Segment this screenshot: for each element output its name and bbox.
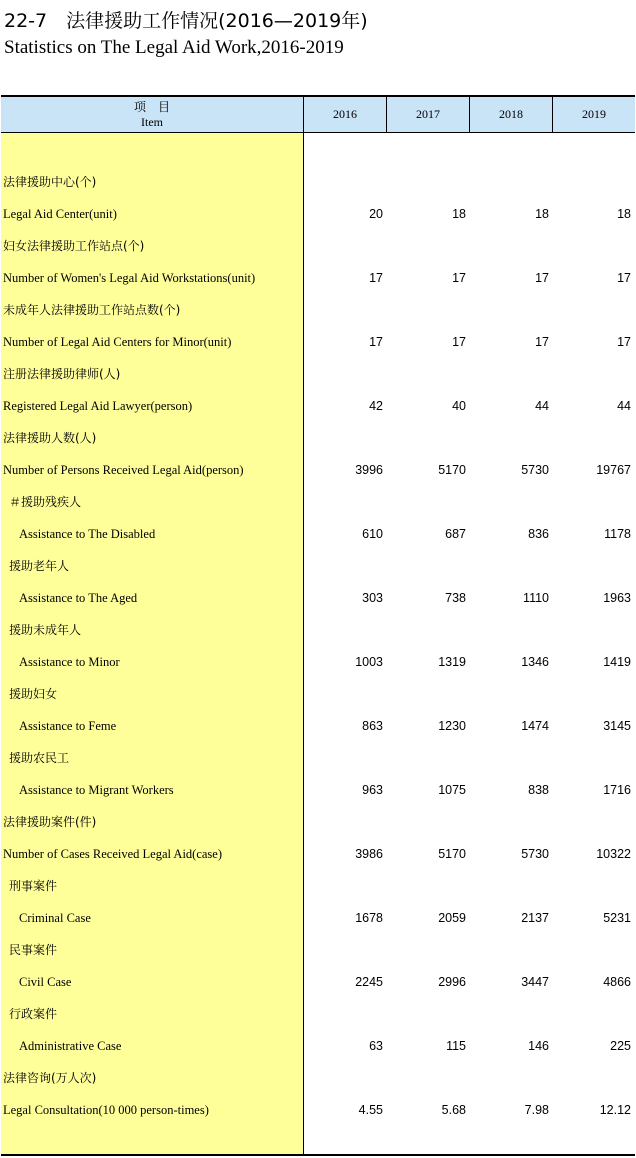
row-label-en: Assistance to Feme: [19, 719, 117, 733]
cell-value-2018: 836: [528, 527, 549, 541]
cell-value-2019: 3145: [603, 719, 631, 733]
row-label-en: Assistance to Migrant Workers: [19, 783, 174, 797]
table-row-label-cn: [1, 614, 635, 646]
cell-value-2018: 7.98: [524, 1103, 549, 1117]
header-year-2018: [470, 97, 552, 132]
cell-value-2017: 18: [452, 207, 466, 221]
cell-value-2017: 5.68: [441, 1103, 466, 1117]
row-label-cn: 法律援助中心(个): [3, 175, 97, 189]
table-row-label-cn: [1, 422, 635, 454]
cell-value-2019: 10322: [596, 847, 631, 861]
cell-value-2019: 18: [617, 207, 631, 221]
cell-value-2018: 44: [535, 399, 549, 413]
cell-value-2016: 863: [362, 719, 383, 733]
cell-value-2016: 303: [362, 591, 383, 605]
cell-value-2017: 738: [445, 591, 466, 605]
row-label-cn: 援助妇女: [9, 687, 58, 701]
cell-value-2016: 17: [369, 335, 383, 349]
header-year-2017: [387, 97, 469, 132]
table-row-label-cn: [1, 486, 635, 518]
cell-value-2016: 3996: [355, 463, 383, 477]
table-row-label-cn: [1, 998, 635, 1030]
page-title-cn: 22-7 法律援助工作情况(2016—2019年): [4, 10, 368, 32]
cell-value-2019: 19767: [596, 463, 631, 477]
header-year-label: 2017: [416, 107, 440, 121]
table-row: [1, 774, 635, 806]
row-label-en: Assistance to The Aged: [19, 591, 138, 605]
table-row-label-cn: [1, 806, 635, 838]
row-label-cn: 行政案件: [9, 1007, 58, 1021]
table-row: [1, 582, 635, 614]
cell-value-2017: 5170: [438, 463, 466, 477]
page-title-en: Statistics on The Legal Aid Work,2016-2019: [4, 37, 344, 58]
cell-value-2017: 1075: [438, 783, 466, 797]
cell-value-2019: 5231: [603, 911, 631, 925]
header-item-en: Item: [141, 114, 163, 129]
row-label-en: Number of Persons Received Legal Aid(person): [3, 463, 244, 477]
row-label-en: Legal Consultation(10 000 person-times): [3, 1103, 209, 1117]
cell-value-2019: 4866: [603, 975, 631, 989]
table-row: [1, 262, 635, 294]
table-row-label-cn: [1, 742, 635, 774]
cell-value-2017: 1230: [438, 719, 466, 733]
cell-value-2017: 2996: [438, 975, 466, 989]
table-row: [1, 390, 635, 422]
cell-value-2016: 1678: [355, 911, 383, 925]
header-year-2019: [553, 97, 635, 132]
cell-value-2019: 12.12: [599, 1103, 631, 1117]
header-year-label: 2016: [333, 107, 357, 121]
cell-value-2016: 1003: [355, 655, 383, 669]
row-label-cn: 注册法律援助律师(人): [3, 367, 121, 381]
table-top-rule: [1, 95, 635, 97]
cell-value-2019: 17: [617, 335, 631, 349]
header-divider: [386, 97, 387, 132]
cell-value-2018: 838: [528, 783, 549, 797]
cell-value-2019: 225: [610, 1039, 631, 1053]
row-label-cn: 妇女法律援助工作站点(个): [3, 239, 145, 253]
table-row-label-cn: [1, 550, 635, 582]
cell-value-2017: 40: [452, 399, 466, 413]
cell-value-2016: 3986: [355, 847, 383, 861]
cell-value-2017: 5170: [438, 847, 466, 861]
cell-value-2016: 963: [362, 783, 383, 797]
cell-value-2018: 1346: [521, 655, 549, 669]
table-row-label-cn: [1, 230, 635, 262]
table-row: [1, 454, 635, 486]
cell-value-2018: 5730: [521, 463, 549, 477]
table-row: [1, 1094, 635, 1126]
header-divider: [469, 97, 470, 132]
header-bottom-rule: [1, 132, 635, 133]
row-label-cn: 援助未成年人: [9, 623, 82, 637]
cell-value-2018: 146: [528, 1039, 549, 1053]
statistics-table: [1, 95, 635, 1156]
row-label-en: Criminal Case: [19, 911, 91, 925]
row-label-en: Assistance to Minor: [19, 655, 120, 669]
header-year-label: 2018: [499, 107, 523, 121]
row-label-cn: 法律援助人数(人): [3, 431, 97, 445]
header-year-label: 2019: [582, 107, 606, 121]
cell-value-2016: 63: [369, 1039, 383, 1053]
table-row-label-cn: [1, 294, 635, 326]
table-row: [1, 966, 635, 998]
cell-value-2018: 17: [535, 271, 549, 285]
row-label-cn: 法律咨询(万人次): [3, 1071, 97, 1085]
table-row-label-cn: [1, 870, 635, 902]
row-label-cn: 刑事案件: [9, 879, 58, 893]
row-label-en: Registered Legal Aid Lawyer(person): [3, 399, 193, 413]
cell-value-2017: 17: [452, 271, 466, 285]
cell-value-2017: 687: [445, 527, 466, 541]
header-divider: [552, 97, 553, 132]
table-row-label-cn: [1, 678, 635, 710]
row-label-en: Administrative Case: [19, 1039, 122, 1053]
cell-value-2017: 115: [446, 1039, 466, 1053]
table-row: [1, 646, 635, 678]
cell-value-2017: 2059: [438, 911, 466, 925]
table-row-label-cn: [1, 166, 635, 198]
table-row-label-cn: [1, 934, 635, 966]
cell-value-2016: 610: [362, 527, 383, 541]
table-row: [1, 198, 635, 230]
cell-value-2019: 44: [617, 399, 631, 413]
row-label-en: Number of Cases Received Legal Aid(case): [3, 847, 223, 861]
cell-value-2019: 17: [617, 271, 631, 285]
row-label-en: Legal Aid Center(unit): [3, 207, 117, 221]
cell-value-2018: 1110: [523, 591, 549, 605]
table-row-label-cn: [1, 1062, 635, 1094]
cell-value-2016: 17: [369, 271, 383, 285]
row-label-en: Assistance to The Disabled: [19, 527, 156, 541]
cell-value-2016: 2245: [355, 975, 383, 989]
cell-value-2016: 4.55: [358, 1103, 383, 1117]
cell-value-2017: 1319: [438, 655, 466, 669]
cell-value-2019: 1716: [603, 783, 631, 797]
cell-value-2017: 17: [452, 335, 466, 349]
row-label-cn: 援助农民工: [9, 751, 70, 765]
table-row: [1, 518, 635, 550]
cell-value-2018: 3447: [521, 975, 549, 989]
header-item: [1, 97, 303, 132]
row-label-en: Civil Case: [19, 975, 72, 989]
table-row: [1, 902, 635, 934]
row-label-en: Number of Legal Aid Centers for Minor(unit): [3, 335, 232, 349]
row-label-cn: 民事案件: [9, 943, 58, 957]
header-year-2016: [304, 97, 386, 132]
table-row: [1, 710, 635, 742]
cell-value-2016: 20: [369, 207, 383, 221]
cell-value-2018: 1474: [521, 719, 549, 733]
header-item-cn: 项 目: [133, 99, 170, 114]
cell-value-2019: 1178: [604, 527, 631, 541]
table-row: [1, 326, 635, 358]
cell-value-2018: 17: [535, 335, 549, 349]
table-bottom-rule: [1, 1154, 635, 1156]
cell-value-2019: 1419: [603, 655, 631, 669]
row-label-cn: 法律援助案件(件): [3, 815, 97, 829]
table-row-label-cn: [1, 358, 635, 390]
cell-value-2018: 18: [535, 207, 549, 221]
row-label-cn: 未成年人法律援助工作站点数(个): [3, 303, 181, 317]
row-label-en: Number of Women's Legal Aid Workstations(unit): [3, 271, 256, 285]
row-label-cn: ＃援助残疾人: [9, 495, 82, 509]
cell-value-2018: 5730: [521, 847, 549, 861]
cell-value-2016: 42: [369, 399, 383, 413]
cell-value-2018: 2137: [521, 911, 549, 925]
cell-value-2019: 1963: [603, 591, 631, 605]
table-row: [1, 1030, 635, 1062]
table-row: [1, 838, 635, 870]
row-label-cn: 援助老年人: [9, 559, 70, 573]
